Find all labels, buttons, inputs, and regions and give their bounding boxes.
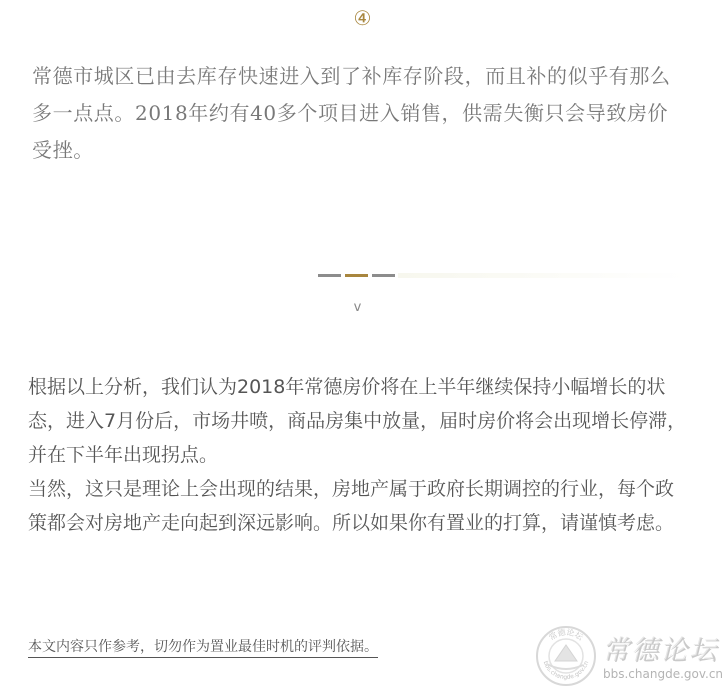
divider-segment-left [318, 274, 341, 277]
section-number: ④ [353, 6, 372, 30]
logo-url-text: bbs.changde.gov.cn [541, 660, 591, 682]
watermark-title: 常德论坛 [603, 636, 719, 667]
divider-fade [398, 273, 688, 278]
forum-watermark [525, 623, 725, 689]
section-divider [318, 274, 718, 278]
divider-segment-right [372, 274, 395, 277]
paragraph-forecast: 根据以上分析，我们认为2018年常德房价将在上半年继续保持小幅增长的状态，进入7月份后，市场井喷，商品房集中放量，届时房价将会出现增长停滞，并在下半年出现拐点。 [28, 376, 687, 466]
logo-title-text: 常德论坛 [547, 627, 585, 643]
disclaimer-footnote: 本文内容只作参考，切勿作为置业最佳时机的评判依据。 [28, 637, 378, 658]
paragraph-market-analysis: 常德市城区已由去库存快速进入到了补库存阶段，而且补的似乎有那么多一点点。2018年约有40多个项目进入销售，供需失衡只会导致房价受挫。 [32, 64, 671, 162]
chevron-down-icon: v [353, 300, 362, 315]
paragraph-caution: 当然，这只是理论上会出现的结果，房地产属于政府长期调控的行业，每个政策都会对房地产走向起到深远影响。所以如果你有置业的打算，请谨慎考虑。 [28, 478, 675, 534]
conclusion-block [28, 370, 688, 540]
watermark-url: bbs.changde.gov.cn [603, 667, 724, 681]
forum-logo-icon [535, 625, 597, 687]
divider-segment-center [345, 274, 368, 277]
